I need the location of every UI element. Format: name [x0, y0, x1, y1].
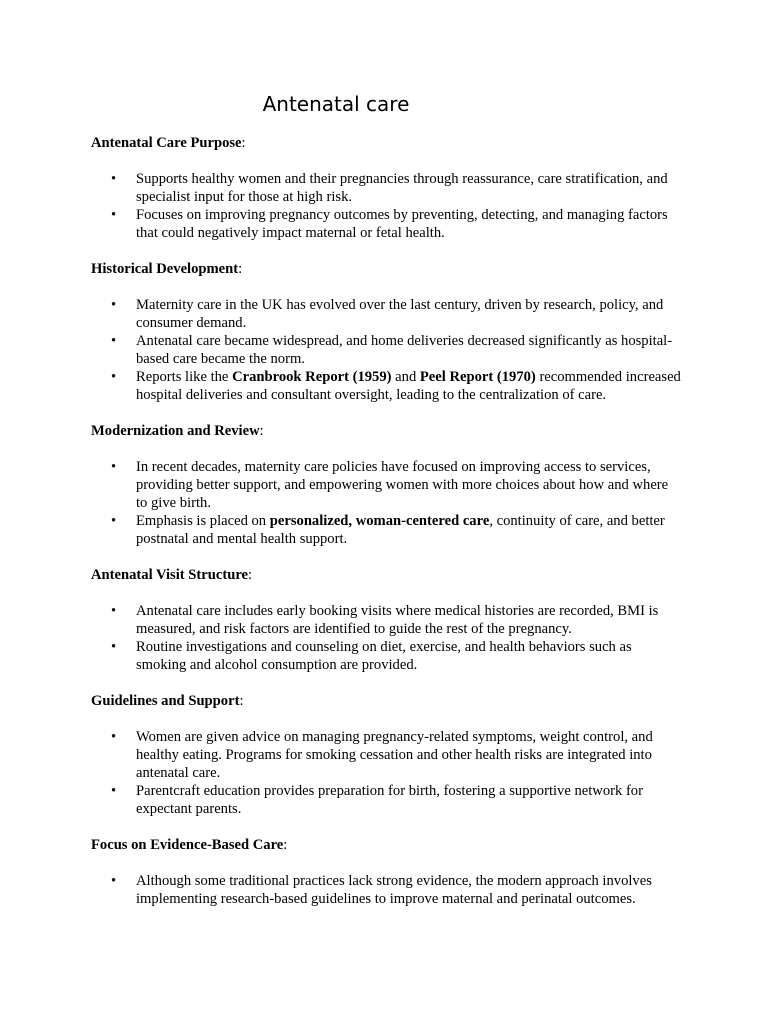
bullet-list — [91, 602, 681, 674]
list-item: • Antenatal care includes early booking visits where medical histories are recorded, BMI is measured, and risk factors are identified to guide the rest of the pregnancy. — [111, 603, 659, 637]
bullet-icon: • — [111, 459, 117, 475]
section-heading: Guidelines and Support: — [91, 693, 244, 709]
list-item: • Parentcraft education provides preparation for birth, fostering a supportive network for expectant parents. — [111, 783, 643, 817]
bullet-list — [91, 170, 681, 242]
section-heading: Antenatal Care Purpose: — [91, 135, 246, 151]
bullet-icon: • — [111, 639, 117, 655]
bullet-list — [91, 296, 681, 404]
bullet-list — [91, 728, 681, 818]
list-item: • Reports like the Cranbrook Report (1959) and Peel Report (1970) recommended increased hospital deliveries and consultant oversight, leading to the centralization of care. — [111, 369, 681, 403]
section-guidelines-and-support — [91, 692, 681, 818]
list-item: • Maternity care in the UK has evolved over the last century, driven by research, policy, and consumer demand. — [111, 297, 664, 331]
list-item: • Supports healthy women and their pregnancies through reassurance, care stratification, and specialist input for those at high risk. — [111, 171, 668, 205]
section-heading: Antenatal Visit Structure: — [91, 567, 253, 583]
section-modernization-and-review — [91, 422, 681, 548]
list-item: • Women are given advice on managing pregnancy-related symptoms, weight control, and healthy eating. Programs for smoking cessation and other health risks are integrated into antenatal care. — [111, 729, 653, 781]
list-item: • Emphasis is placed on personalized, woman-centered care, continuity of care, and better postnatal and mental health support. — [111, 513, 665, 547]
list-item: • In recent decades, maternity care policies have focused on improving access to services, providing better support, and empowering women with more choices about how and where to give birth. — [111, 459, 669, 511]
emphasis-text: personalized, woman-centered care — [269, 513, 490, 529]
document-body — [91, 134, 681, 926]
bullet-icon: • — [111, 873, 117, 889]
bullet-icon: • — [111, 171, 117, 187]
list-item: • Although some traditional practices lack strong evidence, the modern approach involves implementing research-based guidelines to improve maternal and perinatal outcomes. — [111, 873, 652, 907]
bullet-icon: • — [111, 369, 117, 385]
bullet-icon: • — [111, 333, 117, 349]
bullet-icon: • — [111, 207, 117, 223]
bullet-list — [91, 458, 681, 548]
peel-report-ref: Peel Report (1970) — [419, 369, 536, 385]
section-focus-on-evidence-based-care — [91, 836, 681, 908]
cranbrook-report-ref: Cranbrook Report (1959) — [232, 369, 392, 385]
section-antenatal-visit-structure — [91, 566, 681, 674]
list-item: • Routine investigations and counseling on diet, exercise, and health behaviors such as smoking and alcohol consumption are provided. — [111, 639, 632, 673]
bullet-list — [91, 872, 681, 908]
bullet-icon: • — [111, 603, 117, 619]
list-item: • Focuses on improving pregnancy outcomes by preventing, detecting, and managing factors that could negatively impact maternal or fetal health. — [111, 207, 668, 241]
bullet-icon: • — [111, 297, 117, 313]
section-heading: Modernization and Review: — [91, 423, 264, 439]
list-item: • Antenatal care became widespread, and home deliveries decreased significantly as hospital-based care became the norm. — [111, 333, 673, 367]
section-historical-development — [91, 260, 681, 404]
document-title: Antenatal care — [262, 92, 410, 116]
section-heading: Historical Development: — [91, 261, 243, 277]
section-antenatal-care-purpose — [91, 134, 681, 242]
bullet-icon: • — [111, 783, 117, 799]
bullet-icon: • — [111, 513, 117, 529]
section-heading: Focus on Evidence-Based Care: — [91, 837, 288, 853]
bullet-icon: • — [111, 729, 117, 745]
